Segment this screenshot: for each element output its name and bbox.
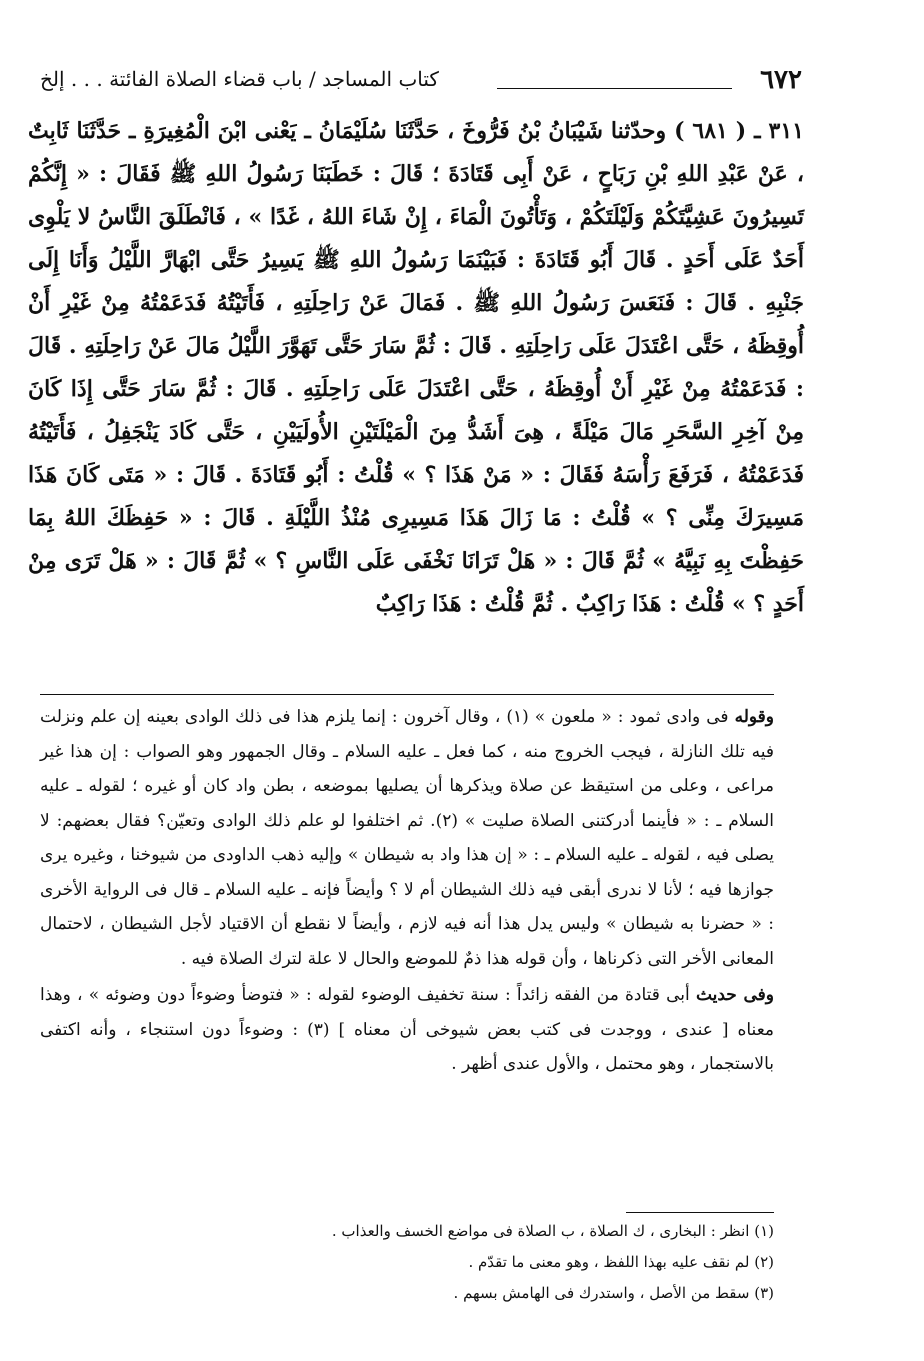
commentary-block [40,700,774,1082]
commentary-lead-2: وفى حديث [695,985,775,1005]
hadith-text: ٣١١ ـ ( ٦٨١ ) وحدّثنا شَيْبَانُ بْنُ فَرُّوخَ ، حَدَّثَنَا سُلَيْمَانُ ـ يَعْنى ابْنَ الْمُغِيرَةِ ـ حَدَّثَنَا ثَابِتٌ ، عَنْ عَبْدِ اللهِ بْنِ رَبَاحٍ ، عَنْ أَبِى قَتَادَةَ ؛ قَالَ : خَطَبَنَا رَسُولُ اللهِ ﷺ فَقَالَ : « إِنَّكُمْ تَسِيرُونَ عَشِيَّتَكُمْ وَلَيْلَتَكُمْ ، وَتَأْتُونَ الْمَاءَ ، إِنْ شَاءَ اللهُ ، غَدًا » ، فَانْطَلَقَ النَّاسُ لا يَلْوِى أَحَدٌ عَلَى أَحَدٍ . قَالَ أَبُو قَتَادَةَ : فَبَيْنَمَا رَسُولُ اللهِ ﷺ يَسِيرُ حَتَّى ابْهَارَّ اللَّيْلُ وَأَنَا إِلَى جَنْبِهِ . قَالَ : فَنَعَسَ رَسُولُ اللهِ ﷺ . فَمَالَ عَنْ رَاحِلَتِهِ ، فَأَتَيْتُهُ فَدَعَمْتُهُ مِنْ غَيْرِ أَنْ أُوقِظَهُ ، حَتَّى اعْتَدَلَ عَلَى رَاحِلَتِهِ . قَالَ : ثُمَّ سَارَ حَتَّى تَهَوَّرَ اللَّيْلُ مَالَ عَنْ رَاحِلَتِهِ . قَالَ : فَدَعَمْتُهُ مِنْ غَيْرِ أَنْ أُوقِظَهُ ، حَتَّى اعْتَدَلَ عَلَى رَاحِلَتِهِ . قَالَ : ثُمَّ سَارَ حَتَّى إِذَا كَانَ مِنْ آخِرِ السَّحَرِ مَالَ مَيْلَةً ، هِىَ أَشَدُّ مِنَ الْمَيْلَتَيْنِ الأُولَيَيْنِ ، حَتَّى كَادَ يَنْجَفِلُ ، فَأَتَيْتُهُ فَدَعَمْتُهُ ، فَرَفَعَ رَأْسَهُ فَقَالَ : « مَنْ هَذَا ؟ » قُلْتُ : أَبُو قَتَادَةَ . قَالَ : « مَتَى كَانَ هَذَا مَسِيرَكَ مِنِّى ؟ » قُلْتُ : مَا زَالَ هَذَا مَسِيرِى مُنْذُ اللَّيْلَةِ . قَالَ : « حَفِظَكَ اللهُ بِمَا حَفِظْتَ بِهِ نَبِيَّهُ » ثُمَّ قَالَ : « هَلْ تَرَانَا نَخْفَى عَلَى النَّاسِ ؟ » ثُمَّ قَالَ : « هَلْ تَرَى مِنْ أَحَدٍ ؟ » قُلْتُ : هَذَا رَاكِبٌ . ثُمَّ قُلْتُ : هَذَا رَاكِبٌ [28,118,804,617]
footnote-2: (٢) لم نقف عليه بهذا اللفظ ، وهو معنى ما تقدّم . [468,1253,774,1271]
commentary-paragraph-1 [40,700,774,976]
text-commentary-divider [40,694,774,695]
header-rule [497,88,732,89]
footnote-1: (١) انظر : البخارى ، ك الصلاة ، ب الصلاة فى مواضع الخسف والعذاب . [331,1222,774,1240]
running-title: كتاب المساجد / باب قضاء الصلاة الفائتة . . . إلخ [40,67,439,91]
footnotes [230,1216,774,1309]
footnote-3: (٣) سقط من الأصل ، واستدرك فى الهامش بسهم . [453,1284,774,1302]
commentary-text-1: فى وادى ثمود : « ملعون » (١) ، وقال آخرون : إنما يلزم هذا فى ذلك الوادى بعينه إن علم ونزلت فيه تلك النازلة ، فيجب الخروج منه ، كما فعل ـ عليه السلام ـ وقال الجمهور وهو الصواب : إن هذا غير مراعى ، وعلى من استيقظ عن صلاة ويذكرها أن يصليها بموضعه ، بطن واد كان أو غيره ؛ لقوله ـ عليه السلام ـ : « فأينما أدركتنى الصلاة صليت » (٢). ثم اختلفوا لو علم ذلك الوادى وتعيّن؟ فقال بعضهم: لا يصلى فيه ، لقوله ـ عليه السلام ـ : « إن هذا واد به شيطان » وإليه ذهب الداودى من شيوخنا ، وغيره يرى جوازها فيه ؛ لأنا لا ندرى أبقى فيه ذلك الشيطان أم لا ؟ وأيضاً فإنه ـ عليه السلام ـ قال فى الرواية الأخرى : « حضرنا به شيطان » وليس يدل هذا أنه فيه لازم ، وأيضاً لا نقطع أن الاقتياد لأجل الشيطان ، لاحتمال المعانى الأخر التى ذكرناها ، وأن قوله هذا ذمٌ للموضع والحال لا علة لترك الصلاة فيه . [40,707,774,969]
commentary-paragraph-2 [40,978,774,1082]
commentary-lead-1: وقوله [734,707,774,727]
footnote-rule [626,1212,774,1213]
commentary-text-2: أبى قتادة من الفقه زائداً : سنة تخفيف الوضوء لقوله : « فتوضأ وضوءاً دون وضوئه » ، وهذا معناه [ عندى ، ووجدت فى كتب بعض شيوخى أن معناه ] (٣) : وضوءاً دون استنجاء ، وأنه اكتفى بالاستجمار ، وهو محتمل ، والأول عندى أظهر . [40,985,774,1074]
hadith-text-block [28,110,804,626]
page-header [40,60,802,106]
page-number: ٦٧٢ [760,65,802,95]
